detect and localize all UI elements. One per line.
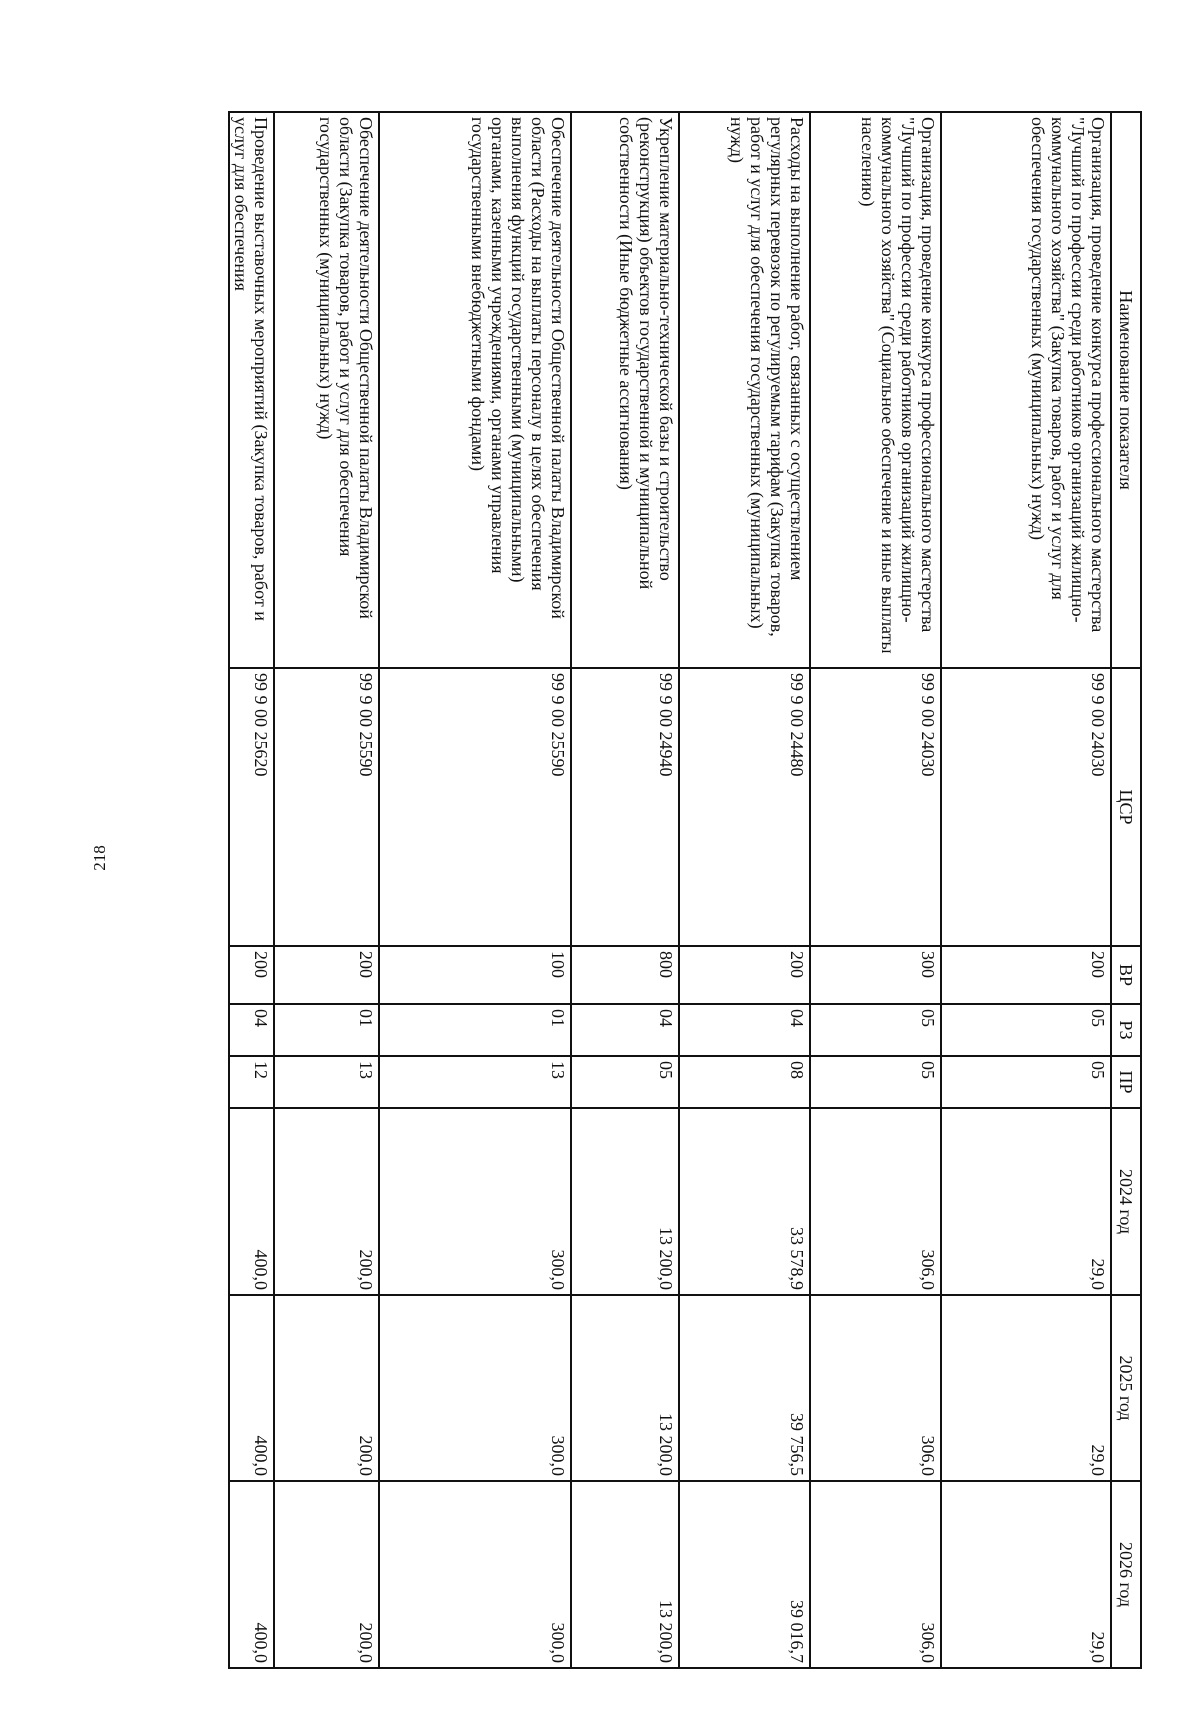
- cell-rz: 01: [274, 1004, 379, 1056]
- cell-2025: 39 756,5: [679, 1295, 810, 1481]
- header-2026: 2026 год: [1111, 1481, 1141, 1668]
- cell-rz: 04: [571, 1004, 679, 1056]
- table-row: [810, 112, 941, 1668]
- page-number: 218: [90, 845, 109, 871]
- table-row: [941, 112, 1111, 1668]
- cell-2024: 300,0: [379, 1108, 571, 1295]
- table-row: [274, 112, 379, 1668]
- cell-vr: 200: [229, 946, 274, 1004]
- table-row: [679, 112, 810, 1668]
- cell-name: Организация, проведение конкурса профессионального мастерства "Лучший по профессии среди работников организаций жилищно-коммунального хозяйства" (Социальное обеспечение и иные выплаты населению): [810, 112, 941, 668]
- cell-csr: 99 9 00 25620: [229, 668, 274, 946]
- cell-name: Укрепление материально-технической базы и строительство (реконструкция) объектов государственной и муниципальной собственности (Иные бюджетные ассигнования): [571, 112, 679, 668]
- cell-2024: 33 578,9: [679, 1108, 810, 1295]
- table-row: [571, 112, 679, 1668]
- cell-pr: 12: [229, 1056, 274, 1108]
- cell-csr: 99 9 00 24480: [679, 668, 810, 946]
- header-name: Наименование показателя: [1111, 112, 1141, 668]
- cell-csr: 99 9 00 24030: [810, 668, 941, 946]
- cell-2026: 300,0: [379, 1481, 571, 1668]
- cell-2026: 39 016,7: [679, 1481, 810, 1668]
- cell-2025: 306,0: [810, 1295, 941, 1481]
- cell-rz: 05: [941, 1004, 1111, 1056]
- cell-2024: 200,0: [274, 1108, 379, 1295]
- cell-rz: 04: [229, 1004, 274, 1056]
- cell-2026: 200,0: [274, 1481, 379, 1668]
- cell-2024: 306,0: [810, 1108, 941, 1295]
- cell-name: Организация, проведение конкурса профессионального мастерства "Лучший по профессии среди работников организаций жилищно-коммунального хозяйства" (Закупка товаров, работ и услуг для обеспечения государственных (муниципальных) нужд): [941, 112, 1111, 668]
- cell-pr: 05: [571, 1056, 679, 1108]
- cell-vr: 100: [379, 946, 571, 1004]
- cell-vr: 800: [571, 946, 679, 1004]
- cell-2024: 400,0: [229, 1108, 274, 1295]
- header-vr: ВР: [1111, 946, 1141, 1004]
- cell-vr: 200: [274, 946, 379, 1004]
- cell-rz: 01: [379, 1004, 571, 1056]
- cell-2025: 13 200,0: [571, 1295, 679, 1481]
- cell-csr: 99 9 00 25590: [274, 668, 379, 946]
- cell-csr: 99 9 00 24030: [941, 668, 1111, 946]
- cell-vr: 200: [941, 946, 1111, 1004]
- cell-vr: 200: [679, 946, 810, 1004]
- cell-2025: 300,0: [379, 1295, 571, 1481]
- cell-rz: 05: [810, 1004, 941, 1056]
- cell-name: Проведение выставочных мероприятий (Закупка товаров, работ и услуг для обеспечения: [229, 112, 274, 668]
- cell-2026: 400,0: [229, 1481, 274, 1668]
- cell-2024: 13 200,0: [571, 1108, 679, 1295]
- cell-name: Расходы на выполнение работ, связанных с осуществлением регулярных перевозок по регулируемым тарифам (Закупка товаров, работ и услуг для обеспечения государственных (муниципальных) нужд): [679, 112, 810, 668]
- cell-2026: 29,0: [941, 1481, 1111, 1668]
- header-2024: 2024 год: [1111, 1108, 1141, 1295]
- cell-2025: 200,0: [274, 1295, 379, 1481]
- cell-vr: 300: [810, 946, 941, 1004]
- cell-csr: 99 9 00 25590: [379, 668, 571, 946]
- cell-pr: 05: [810, 1056, 941, 1108]
- cell-pr: 13: [274, 1056, 379, 1108]
- cell-rz: 04: [679, 1004, 810, 1056]
- cell-pr: 05: [941, 1056, 1111, 1108]
- table-row: [229, 112, 274, 1668]
- cell-2026: 13 200,0: [571, 1481, 679, 1668]
- rotated-page-content: [170, 111, 1142, 1667]
- cell-pr: 13: [379, 1056, 571, 1108]
- cell-pr: 08: [679, 1056, 810, 1108]
- cell-2024: 29,0: [941, 1108, 1111, 1295]
- cell-name: Обеспечение деятельности Общественной палаты Владимирской области (Расходы на выплаты персоналу в целях обеспечения выполнения функций государственными (муниципальными) органами, казенными учреждениями, органами управления государственными внебюджетными фондами): [379, 112, 571, 668]
- cell-2025: 400,0: [229, 1295, 274, 1481]
- table-header-row: [1111, 112, 1141, 1668]
- header-2025: 2025 год: [1111, 1295, 1141, 1481]
- cell-name: Обеспечение деятельности Общественной палаты Владимирской области (Закупка товаров, работ и услуг для обеспечения государственных (муниципальных) нужд): [274, 112, 379, 668]
- header-rz: РЗ: [1111, 1004, 1141, 1056]
- table-row: [379, 112, 571, 1668]
- cell-2025: 29,0: [941, 1295, 1111, 1481]
- header-pr: ПР: [1111, 1056, 1141, 1108]
- cell-2026: 306,0: [810, 1481, 941, 1668]
- budget-table: [228, 111, 1142, 1669]
- cell-csr: 99 9 00 24940: [571, 668, 679, 946]
- header-csr: ЦСР: [1111, 668, 1141, 946]
